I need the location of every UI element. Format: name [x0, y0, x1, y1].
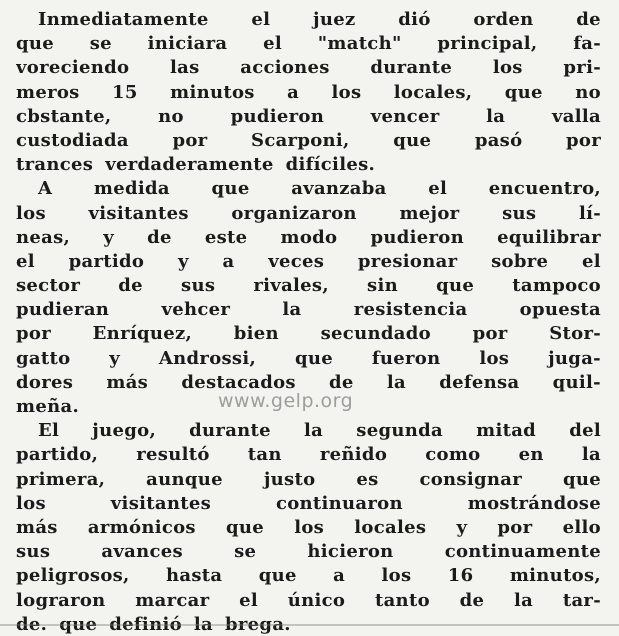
- text-line: el partido y a veces presionar sobre el: [16, 250, 601, 272]
- text-line: A medida que avanzaba el encuentro,: [38, 178, 601, 200]
- text-line: meros 15 minutos a los locales, que no: [16, 81, 601, 103]
- text-line: que se iniciara el "match" principal, fa-: [16, 33, 601, 55]
- text-line: primera, aunque justo es consignar que: [16, 468, 601, 490]
- text-line: neas, y de este modo pudieron equilibrar: [16, 226, 601, 248]
- text-line: los visitantes organizaron mejor sus lí-: [16, 202, 601, 224]
- text-line: peligrosos, hasta que a los 16 minutos,: [16, 565, 601, 587]
- text-line: de. que definió la brega.: [16, 613, 291, 635]
- text-line: lograron marcar el único tanto de la tar-: [16, 589, 601, 611]
- text-line: dores más destacados de la defensa quil-: [16, 371, 601, 393]
- text-line: Inmediatamente el juez dió orden de: [38, 9, 601, 30]
- text-line: partido, resultó tan reñido como en la: [16, 444, 601, 466]
- text-line: custodiada por Scarponi, que pasó por: [16, 129, 601, 151]
- text-line: cbstante, no pudieron vencer la valla: [16, 105, 601, 127]
- text-line: trances verdaderamente difíciles.: [16, 154, 376, 176]
- text-line: sus avances se hicieron continuamente: [16, 541, 601, 563]
- text-line: gatto y Androssi, que fueron los juga-: [16, 347, 601, 369]
- watermark: www.gelp.org: [218, 390, 354, 412]
- text-line: sector de sus rivales, sin que tampoco: [16, 275, 601, 297]
- text-line: los visitantes continuaron mostrándose: [16, 492, 601, 514]
- text-line: meña.: [16, 396, 80, 417]
- text-line: por Enríquez, bien secundado por Stor-: [16, 323, 601, 345]
- bottom-rule: [0, 624, 619, 626]
- text-line: pudieran vehcer la resistencia opuesta: [16, 299, 601, 321]
- text-line: voreciendo las acciones durante los pri-: [16, 57, 601, 79]
- text-line: El juego, durante la segunda mitad del: [38, 420, 601, 442]
- text-line: más armónicos que los locales y por ello: [16, 516, 601, 538]
- article-column: [16, 8, 601, 636]
